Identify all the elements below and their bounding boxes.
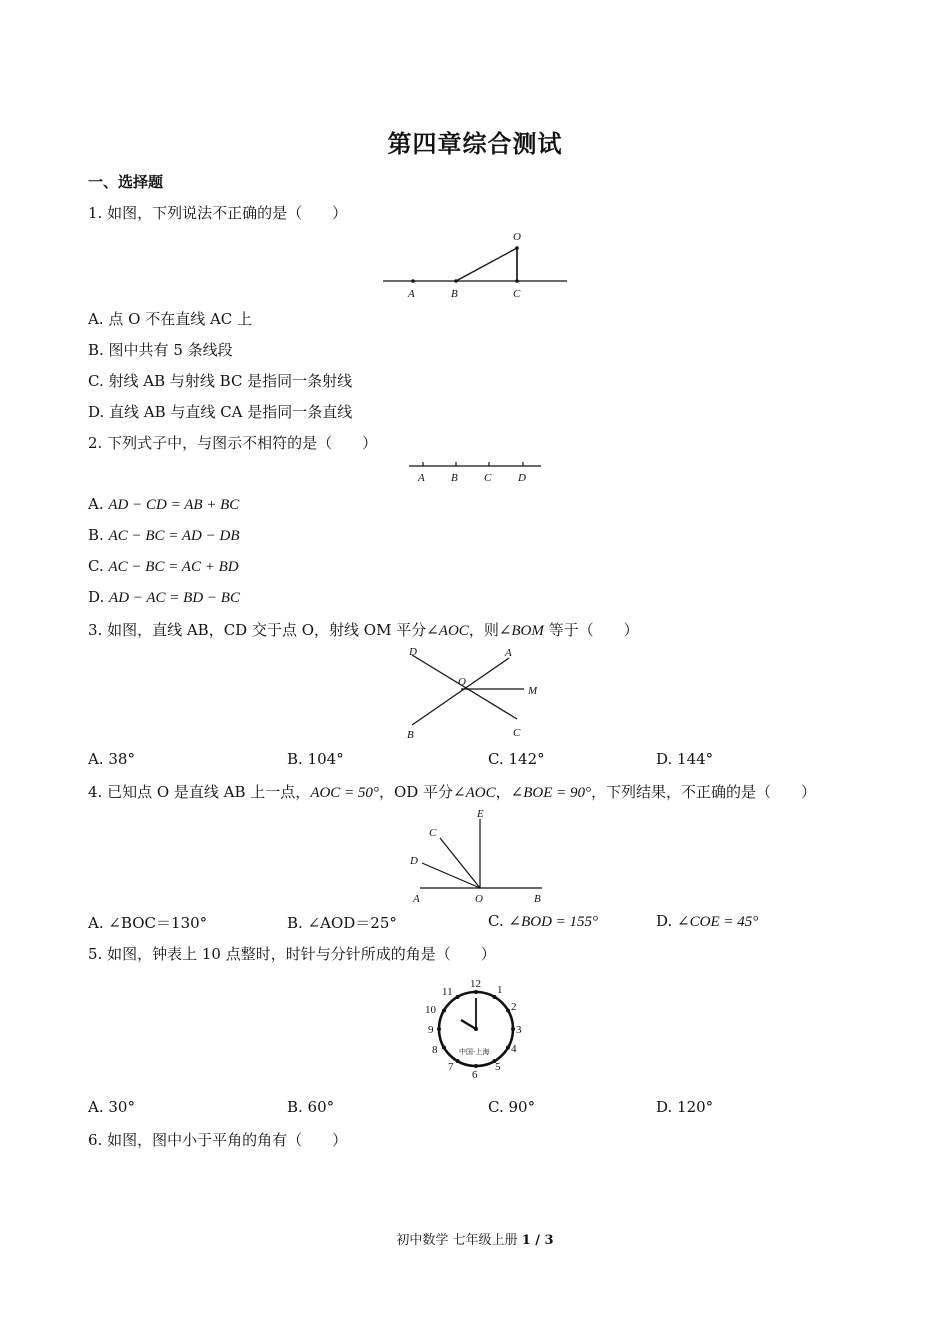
clock-num-2: 2 [511, 1001, 517, 1013]
q2-option-b: B. AC − BC = AD − DB [88, 526, 240, 544]
clock-num-1: 1 [497, 984, 503, 996]
q1-option-a: A. 点 O 不在直线 AC 上 [88, 310, 253, 328]
q3-option-d: D. 144° [656, 750, 714, 768]
q4-label-c: C [429, 827, 437, 839]
clock-brand: 中国·上海 [459, 1048, 490, 1056]
clock-num-6: 6 [472, 1069, 478, 1081]
q1-label-a: A [408, 288, 415, 300]
footer-text: 初中数学 七年级上册 [396, 1233, 518, 1248]
q2-label-c: C [484, 472, 492, 484]
q3-label-c: C [513, 727, 521, 739]
q4-label-d: D [410, 855, 418, 867]
q1-label-o: O [513, 231, 521, 243]
q4-label-o: O [475, 893, 483, 905]
question-5-clock-figure [418, 974, 533, 1084]
q5-option-a: A. 30° [88, 1098, 135, 1116]
clock-num-9: 9 [428, 1024, 434, 1036]
clock-hour-hand [461, 1020, 476, 1029]
q4-option-c: C. ∠BOD = 155° [488, 912, 599, 930]
q2-label-d: D [518, 472, 526, 484]
q3-label-o: O [458, 676, 466, 688]
q1-option-d: D. 直线 AB 与直线 CA 是指同一条直线 [88, 403, 353, 421]
q5-option-b: B. 60° [287, 1098, 335, 1116]
question-3-stem: 3. 如图，直线 AB，CD 交于点 O，射线 OM 平分∠AOC，则∠BOM 等于（ ） [88, 621, 639, 639]
q3-option-b: B. 104° [287, 750, 344, 768]
q4-option-a: A. ∠BOC＝130° [88, 914, 208, 932]
q2-option-c: C. AC − BC = AC + BD [88, 557, 239, 575]
q3-label-d: D [409, 646, 417, 658]
q1-label-c: C [513, 288, 521, 300]
question-2-figure [406, 458, 546, 488]
q2-option-d: D. AD − AC = BD − BC [88, 588, 240, 606]
question-4-figure [402, 805, 552, 905]
page-title: 第四章综合测试 [387, 129, 563, 158]
page-number: 1 / 3 [521, 1233, 554, 1248]
q3-option-a: A. 38° [88, 750, 135, 768]
q4-label-b: B [534, 893, 541, 905]
q4-option-d: D. ∠COE = 45° [656, 912, 759, 930]
q4-label-e: E [477, 808, 484, 820]
section-heading: 一、选择题 [88, 173, 164, 191]
q2-label-b: B [451, 472, 458, 484]
q3-label-a: A [505, 647, 512, 659]
question-4-stem: 4. 已知点 O 是直线 AB 上一点，AOC = 50°，OD 平分∠AOC，∠BOE = 90°，下列结果，不正确的是（ ） [88, 783, 816, 801]
q5-option-c: C. 90° [488, 1098, 536, 1116]
question-3-figure [404, 645, 554, 745]
question-5-stem: 5. 如图，钟表上 10 点整时，时针与分针所成的角是（ ） [88, 945, 496, 963]
q4-option-b: B. ∠AOD＝25° [287, 914, 397, 932]
q1-label-b: B [451, 288, 458, 300]
q1-option-b: B. 图中共有 5 条线段 [88, 341, 233, 359]
clock-num-5: 5 [495, 1061, 501, 1073]
q2-option-a: A. AD − CD = AB + BC [88, 495, 240, 513]
clock-num-3: 3 [516, 1024, 522, 1036]
q2-label-a: A [418, 472, 425, 484]
clock-num-11: 11 [442, 986, 453, 998]
clock-num-8: 8 [432, 1044, 438, 1056]
question-6-stem: 6. 如图，图中小于平角的角有（ ） [88, 1131, 348, 1149]
q3-label-b: B [407, 729, 414, 741]
q3-option-c: C. 142° [488, 750, 545, 768]
clock-num-7: 7 [448, 1061, 454, 1073]
question-1-figure [380, 228, 570, 303]
clock-num-4: 4 [511, 1043, 517, 1055]
clock-num-10: 10 [425, 1004, 436, 1016]
question-1-stem: 1. 如图，下列说法不正确的是（ ） [88, 204, 348, 222]
q1-option-c: C. 射线 AB 与射线 BC 是指同一条射线 [88, 372, 353, 390]
page-footer [0, 1229, 950, 1248]
clock-num-12: 12 [470, 978, 481, 990]
q3-label-m: M [528, 685, 538, 697]
question-2-stem: 2. 下列式子中，与图示不相符的是（ ） [88, 434, 378, 452]
q5-option-d: D. 120° [656, 1098, 714, 1116]
q4-label-a: A [413, 893, 420, 905]
